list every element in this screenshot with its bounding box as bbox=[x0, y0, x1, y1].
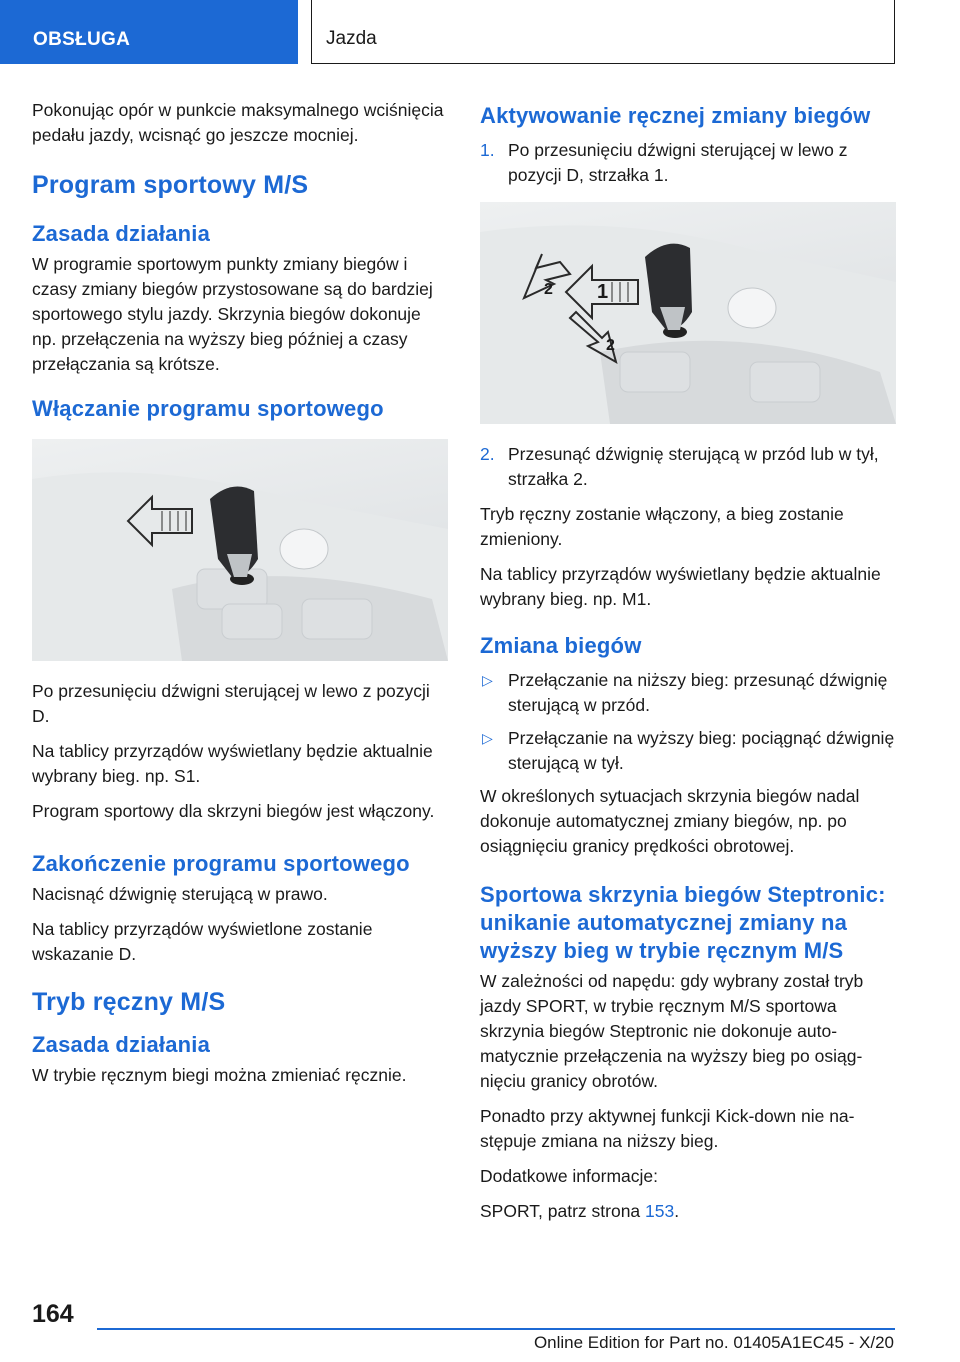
heading-activate-manual: Aktywowanie ręcznej zmiany biegów bbox=[480, 103, 871, 128]
page-reference-link[interactable]: 153 bbox=[645, 1201, 675, 1221]
heading-sport-program: Program sportowy M/S bbox=[32, 171, 309, 199]
enable-paragraph-1: Po przesunięciu dźwigni sterującej w lewo z pozycji D. bbox=[32, 681, 430, 726]
gear-selector-illustration bbox=[32, 439, 448, 661]
arrow-label-1: 1 bbox=[597, 281, 609, 303]
end-paragraph-1: Nacisnąć dźwignię sterującą w prawo. bbox=[32, 884, 328, 904]
end-paragraph-2: Na tablicy przyrządów wyświetlone zostanie wskazanie D. bbox=[32, 919, 373, 964]
page-number: 164 bbox=[32, 1300, 74, 1328]
heading-end-sport: Zakończenie programu sportowego bbox=[32, 851, 410, 876]
enable-paragraph-2: Na tablicy przyrządów wyświetlany będzie aktualnie wybrany bieg. np. S1. bbox=[32, 741, 433, 786]
heading-principle-2: Zasada działania bbox=[32, 1032, 211, 1057]
step-number: 2. bbox=[480, 444, 495, 464]
gear-selector-arrows-illustration bbox=[480, 202, 896, 424]
heading-principle: Zasada działania bbox=[32, 221, 211, 246]
triangle-bullet-icon: ▷ bbox=[482, 730, 493, 746]
steptronic-paragraph-1: W zależności od napędu: gdy wybrany został tryb jazdy SPORT, w trybie ręcznym M/S sportowa skrzynia biegów Steptronic nie dokonuje automatycznie przełączenia na wyższy bieg po osiągnięciu granicy obrotów. bbox=[480, 971, 864, 1091]
section-tab: OBSŁUGA bbox=[0, 0, 298, 64]
intro-paragraph: Pokonując opór w punkcie maksymalnego wciśnięcia pedału jazdy, wcisnąć go jeszcze mocniej. bbox=[32, 100, 444, 145]
bullet-upshift bbox=[480, 726, 896, 776]
heading-enable-sport: Włączanie programu sportowego bbox=[32, 396, 384, 421]
bullet-text: Przełączanie na niższy bieg: przesunąć dźwignię sterującą w przód. bbox=[508, 670, 888, 715]
activate-paragraph-1: Tryb ręczny zostanie włączony, a bieg zostanie zmieniony. bbox=[480, 504, 844, 549]
heading-gear-change: Zmiana biegów bbox=[480, 633, 642, 658]
step-2 bbox=[480, 442, 896, 492]
footer-edition: Online Edition for Part no. 01405A1EC45 - X/20 bbox=[533, 1333, 894, 1352]
chapter-header bbox=[311, 0, 895, 64]
bullet-downshift bbox=[480, 668, 896, 718]
reference-end: . bbox=[674, 1201, 680, 1221]
steptronic-paragraph-3: Dodatkowe informacje: bbox=[480, 1166, 658, 1186]
reference-text: SPORT, patrz strona bbox=[480, 1201, 646, 1221]
right-column bbox=[480, 102, 896, 1234]
chapter-title: Jazda bbox=[326, 28, 377, 49]
heading-steptronic: Sportowa skrzynia biegów Steptronic: unikanie automatycznej zmiany na wyższy bieg w trybie ręcznym M/S bbox=[480, 882, 886, 963]
gear-selector-figure-left bbox=[32, 439, 448, 661]
manual-paragraph: W trybie ręcznym biegi można zmieniać ręcznie. bbox=[32, 1065, 407, 1085]
heading-manual-mode: Tryb ręczny M/S bbox=[32, 988, 226, 1016]
bullet-text: Przełączanie na wyższy bieg: pociągnąć dźwignię sterującą w tył. bbox=[508, 728, 895, 773]
arrow-label-2-top: 2 bbox=[544, 281, 553, 298]
step-text: Po przesunięciu dźwigni sterującej w lewo z pozycji D, strzałka 1. bbox=[508, 140, 848, 185]
activate-paragraph-2: Na tablicy przyrządów wyświetlany będzie aktualnie wybrany bieg. np. M1. bbox=[480, 564, 881, 609]
left-column bbox=[32, 98, 448, 1098]
footer-divider bbox=[97, 1328, 895, 1330]
reference-paragraph bbox=[480, 1199, 896, 1224]
gear-selector-figure-right bbox=[480, 202, 896, 424]
steptronic-paragraph-2: Ponadto przy aktywnej funkcji Kick-down nie następuje zmiana na niższy bieg. bbox=[480, 1106, 855, 1151]
triangle-bullet-icon: ▷ bbox=[482, 672, 493, 688]
step-text: Przesunąć dźwignię sterującą w przód lub w tył, strzałka 2. bbox=[508, 444, 879, 489]
principle-paragraph: W programie sportowym punkty zmiany biegów i czasy zmiany biegów przystosowane są do bardziej sportowego stylu jazdy. Skrzynia biegów dokonuje np. przełączenia na wyższy bieg później a czasy przełączania są krótsze. bbox=[32, 254, 433, 374]
enable-paragraph-3: Program sportowy dla skrzyni biegów jest włączony. bbox=[32, 801, 435, 821]
change-paragraph: W określonych sytuacjach skrzynia biegów nadal dokonuje automatycznej zmiany biegów, np. po osiągnięciu granicy prędkości obrotowej. bbox=[480, 786, 860, 856]
step-number: 1. bbox=[480, 140, 495, 160]
arrow-label-2-bottom: 2 bbox=[606, 337, 615, 354]
step-1 bbox=[480, 138, 896, 188]
